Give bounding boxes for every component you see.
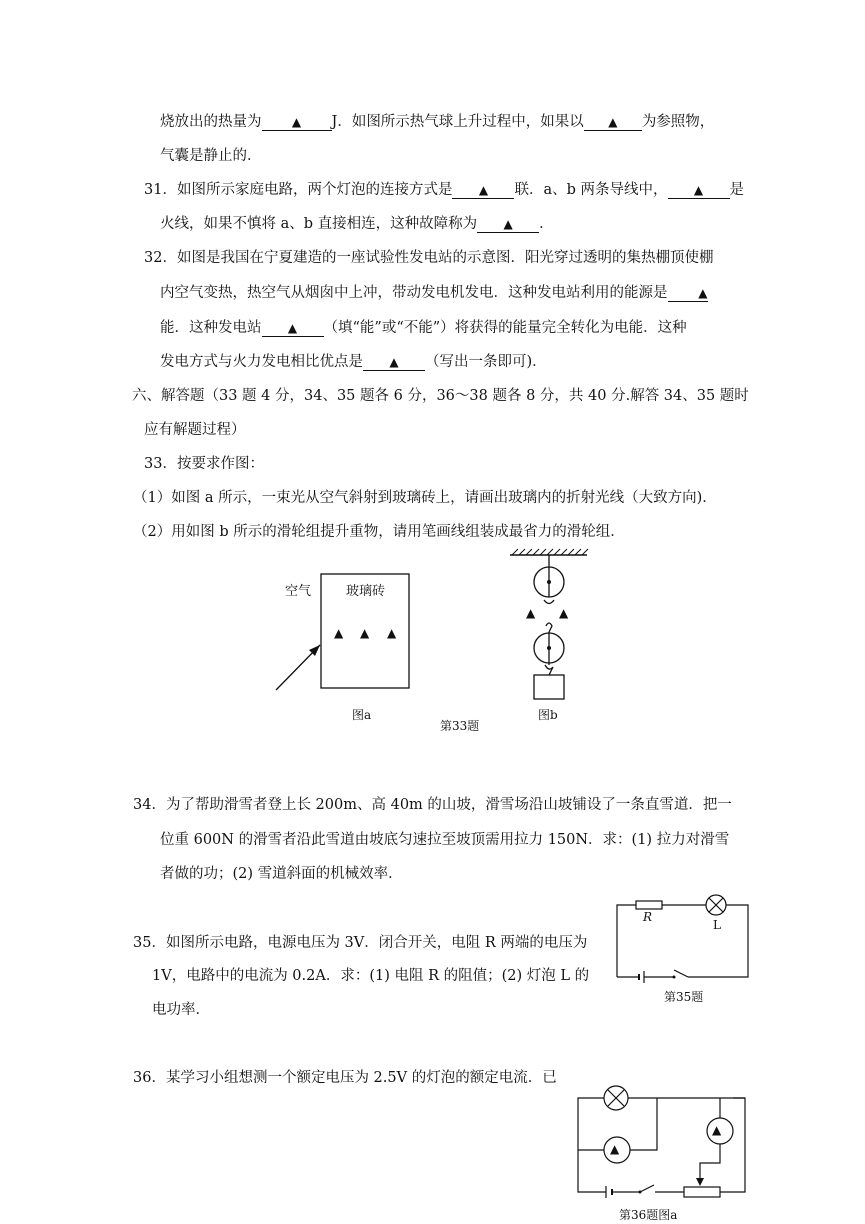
text: 发电方式与火力发电相比优点是 <box>160 354 363 370</box>
text: 31．如图所示家庭电路，两个灯泡的连接方式是 <box>144 182 453 198</box>
answer-marker[interactable]: ▲ <box>712 1123 722 1137</box>
text: 烧放出的热量为 <box>160 114 262 130</box>
text: 联．a、b 两条导线中， <box>514 182 668 198</box>
air-label: 空气 <box>285 584 312 599</box>
figure-b-caption: 图b <box>538 708 558 722</box>
answer-blank[interactable]: ▲ <box>262 320 324 337</box>
answer-marker[interactable]: ▲ <box>610 1142 620 1156</box>
text-line: 气囊是静止的． <box>160 148 262 164</box>
q33-title: 33．按要求作图： <box>144 456 264 472</box>
resistor-label: R <box>643 910 653 924</box>
q33-part-2: （2）用如图 b 所示的滑轮组提升重物，请用笔画线组装成最省力的滑轮组． <box>133 524 625 540</box>
text: 能．这种发电站 <box>160 320 262 336</box>
text: （写出一条即可)． <box>425 354 547 370</box>
answer-marker[interactable]: ▲ <box>526 606 536 620</box>
q34-line-2: 位重 600N 的滑雪者沿此雪道由坡底匀速拉至坡顶需用拉力 150N．求：(1) 拉力对滑雪 <box>160 832 730 848</box>
q34-line-3: 者做的功；(2) 雪道斜面的机械效率． <box>160 866 403 882</box>
text: 火线，如果不慎将 a、b 直接相连，这种故障称为 <box>160 216 478 232</box>
q35-line-2: 1V，电路中的电流为 0.2A．求：(1) 电阻 R 的阻值；(2) 灯泡 L 的 <box>152 968 590 984</box>
answer-blank[interactable]: ▲ <box>452 182 514 199</box>
answer-marker[interactable]: ▲ <box>334 626 344 640</box>
q33-part-1: （1）如图 a 所示，一束光从空气斜射到玻璃砖上，请画出玻璃内的折射光线（大致方向)． <box>133 490 717 506</box>
switch <box>640 1185 654 1192</box>
answer-blank[interactable]: ▲ <box>262 114 332 131</box>
figure-caption: 第33题 <box>440 719 480 733</box>
text: J．如图所示热气球上升过程中，如果以 <box>331 114 584 130</box>
answer-blank[interactable]: ▲ <box>363 354 425 371</box>
q35-line-3: 电功率． <box>152 1002 210 1018</box>
answer-blank[interactable]: ▲ <box>477 216 539 233</box>
section-heading-cont: 应有解题过程） <box>144 422 246 438</box>
rheostat <box>684 1187 720 1197</box>
lamp-label: L <box>713 918 721 932</box>
section-heading: 六、解答题（33 题 4 分，34、35 题各 6 分，36～38 题各 8 分，共 40 分.解答 34、35 题时 <box>132 388 749 404</box>
figure-a-caption: 图a <box>352 708 372 722</box>
text: 内空气变热，热空气从烟囱中上冲，带动发电机发电．这种发电站利用的能源是 <box>160 285 668 301</box>
text: 是 <box>729 182 744 198</box>
answer-marker[interactable]: ▲ <box>559 606 569 620</box>
answer-marker[interactable]: ▲ <box>360 626 370 640</box>
figure-caption: 第35题 <box>664 990 704 1004</box>
glass-label: 玻璃砖 <box>346 584 386 599</box>
answer-blank[interactable]: ▲ <box>668 285 708 302</box>
q32-line-1: 32．如图是我国在宁夏建造的一座试验性发电站的示意图．阳光穿过透明的集热棚顶使棚 <box>144 250 714 266</box>
figure-caption: 第36题图a <box>619 1208 678 1222</box>
text: （填“能”或“不能”）将获得的能量完全转化为电能．这种 <box>323 320 687 336</box>
text: 为参照物， <box>641 114 715 130</box>
answer-blank[interactable]: ▲ <box>668 182 730 199</box>
q34-line-1: 34．为了帮助滑雪者登上长 200m、高 40m 的山坡，滑雪场沿山坡铺设了一条直雪道．把一 <box>133 797 732 813</box>
q36-line-1: 36．某学习小组想测一个额定电压为 2.5V 的灯泡的额定电流．已 <box>133 1070 557 1086</box>
q35-line-1: 35．如图所示电路，电源电压为 3V．闭合开关，电阻 R 两端的电压为 <box>133 935 588 951</box>
text: ． <box>539 216 554 232</box>
answer-blank[interactable]: ▲ <box>584 114 642 131</box>
answer-marker[interactable]: ▲ <box>387 626 397 640</box>
